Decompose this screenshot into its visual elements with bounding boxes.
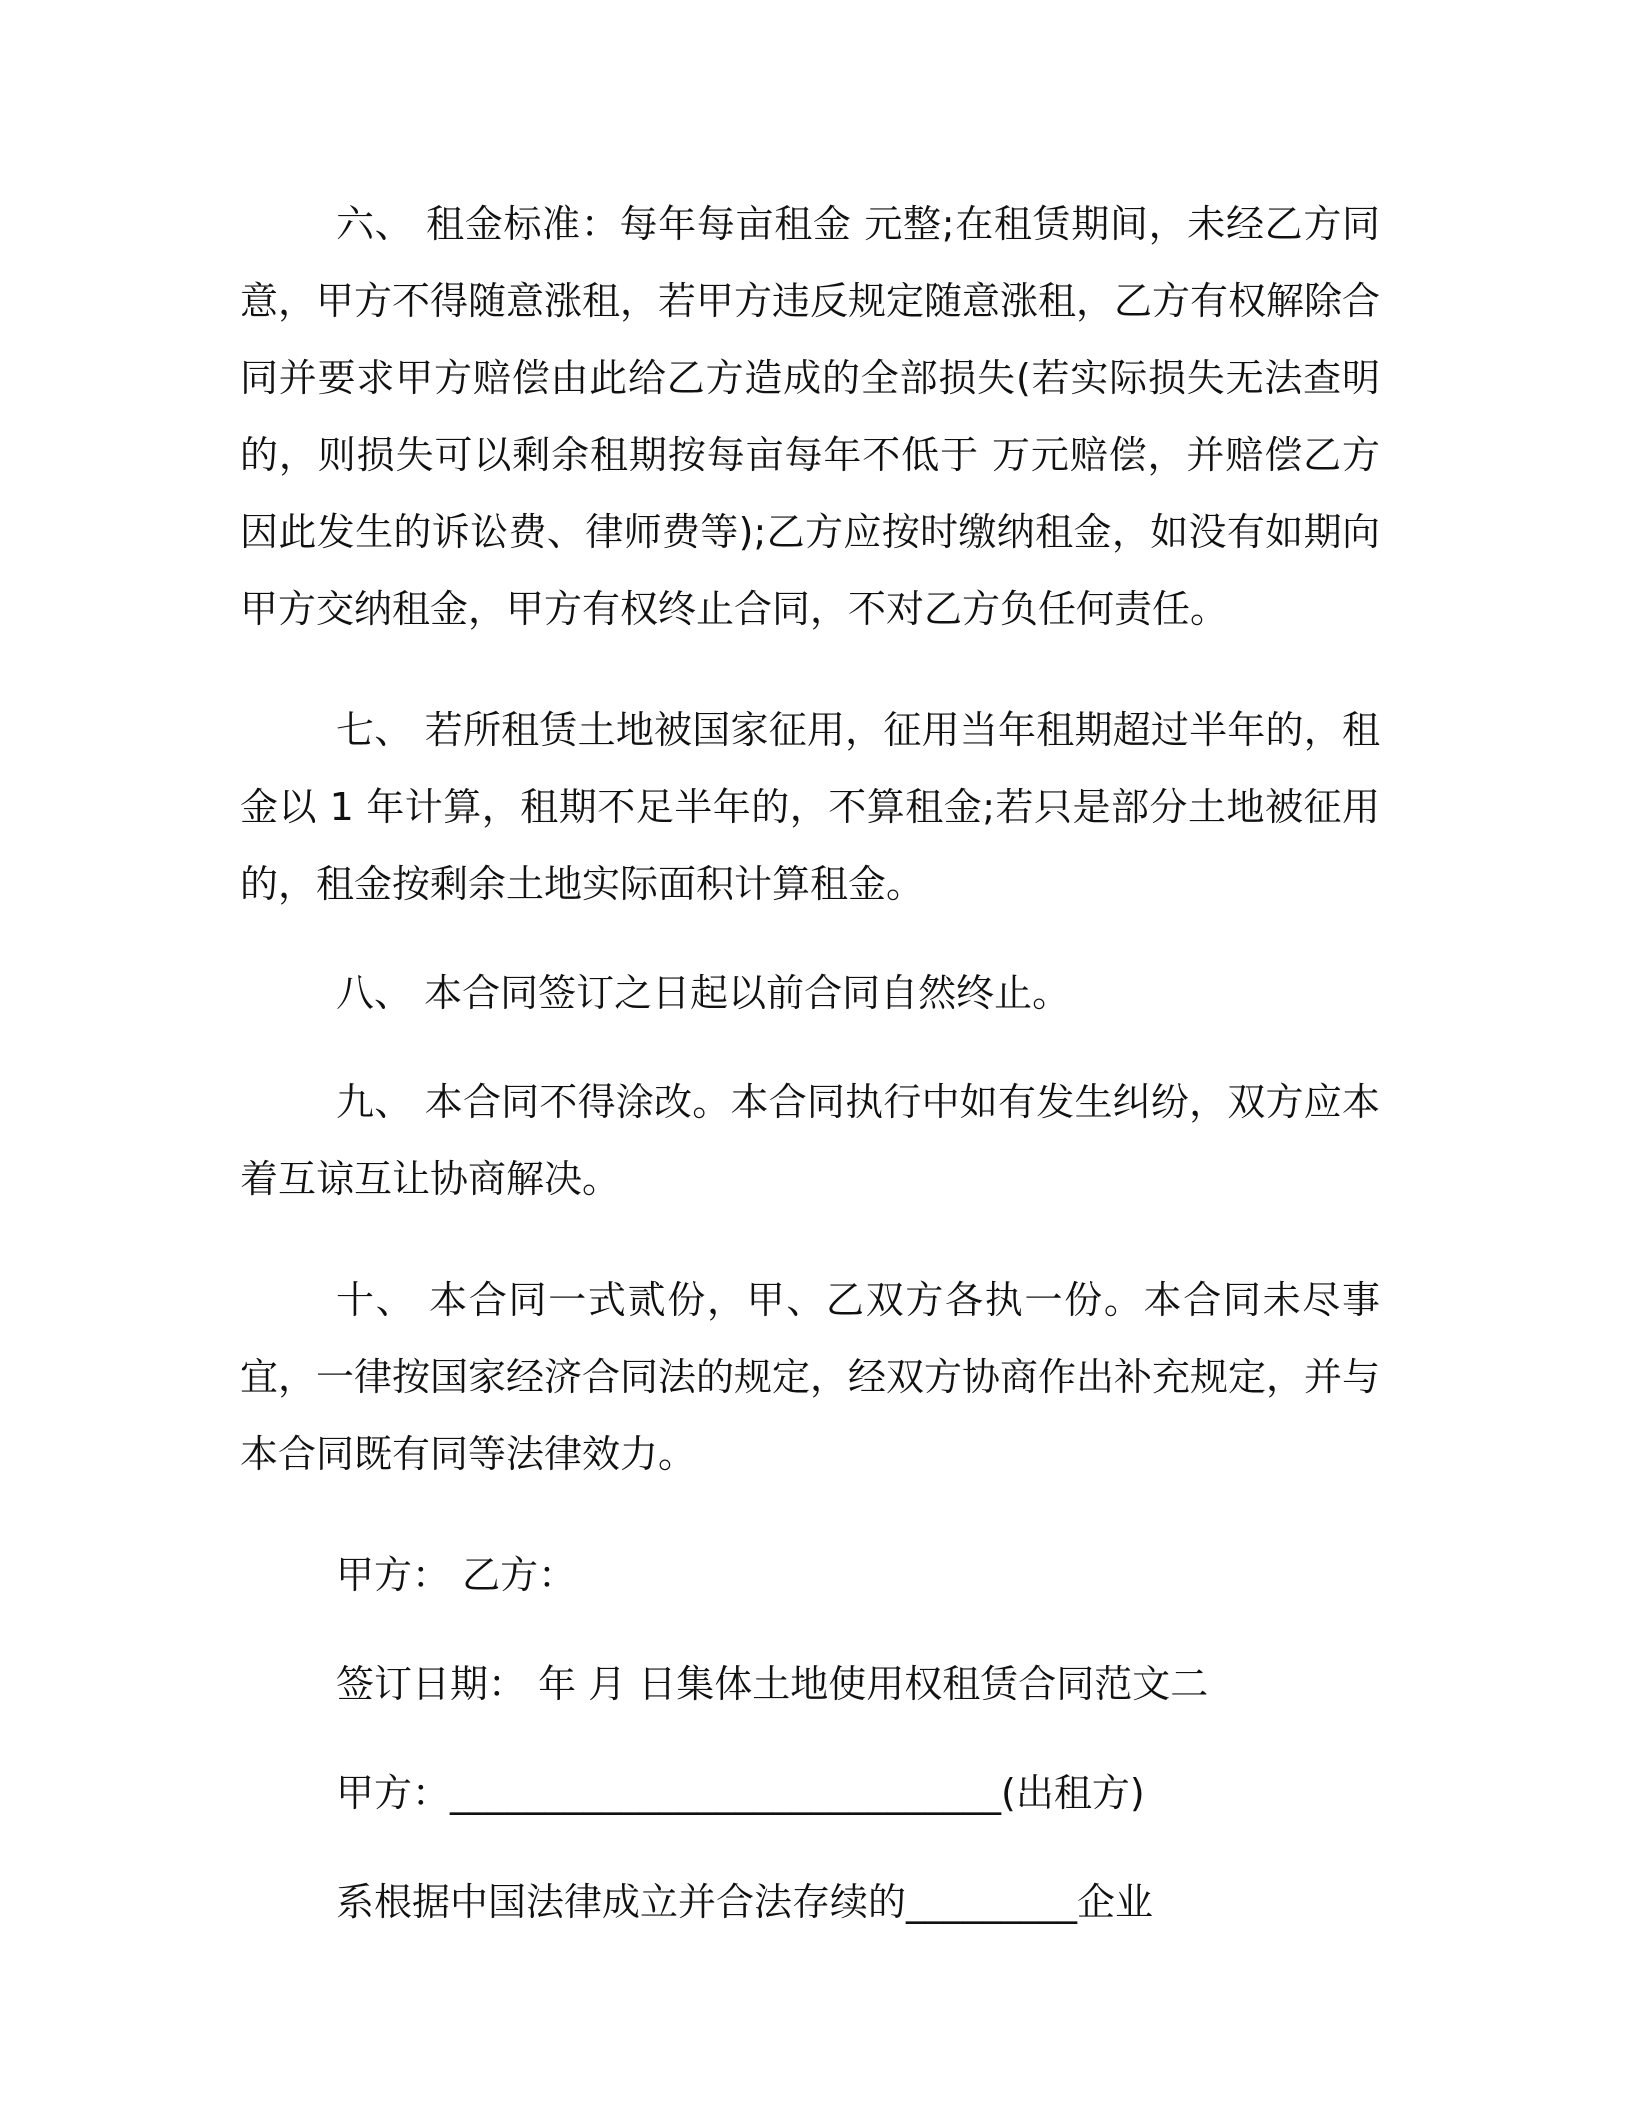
party-a-line: 甲方：_____________________________(出租方) bbox=[336, 1771, 1145, 1815]
document-body bbox=[240, 186, 1380, 1941]
clause-eight: 八、 本合同签订之日起以前合同自然终止。 bbox=[336, 971, 1071, 1015]
clause-nine: 九、 本合同不得涂改。本合同执行中如有发生纠纷，双方应本着互谅互让协商解决。 bbox=[240, 1080, 1380, 1201]
clause-seven: 七、 若所租赁土地被国家征用，征用当年租期超过半年的，租金以 1 年计算，租期不足半年的，不算租金;若只是部分土地被征用的，租金按剩余土地实际面积计算租金。 bbox=[240, 708, 1380, 906]
signature-parties: 甲方： 乙方： bbox=[336, 1553, 577, 1597]
party-a-entity: 系根据中国法律成立并合法存续的_________企业 bbox=[336, 1880, 1154, 1924]
clause-six: 六、 租金标准：每年每亩租金 元整;在租赁期间，未经乙方同意，甲方不得随意涨租，若甲方违反规定随意涨租，乙方有权解除合同并要求甲方赔偿由此给乙方造成的全部损失(若实际损失无法查明的，则损失可以剩余租期按每亩每年不低于 万元赔偿，并赔偿乙方因此发生的诉讼费、律师费等);乙方应按时缴纳租金，如没有如期向甲方交纳租金，甲方有权终止合同，不对乙方负任何责任。 bbox=[240, 202, 1381, 631]
signing-date: 签订日期： 年 月 日集体土地使用权租赁合同范文二 bbox=[336, 1662, 1209, 1706]
clause-ten: 十、 本合同一式贰份，甲、乙双方各执一份。本合同未尽事宜，一律按国家经济合同法的规定，经双方协商作出补充规定，并与本合同既有同等法律效力。 bbox=[240, 1278, 1381, 1476]
